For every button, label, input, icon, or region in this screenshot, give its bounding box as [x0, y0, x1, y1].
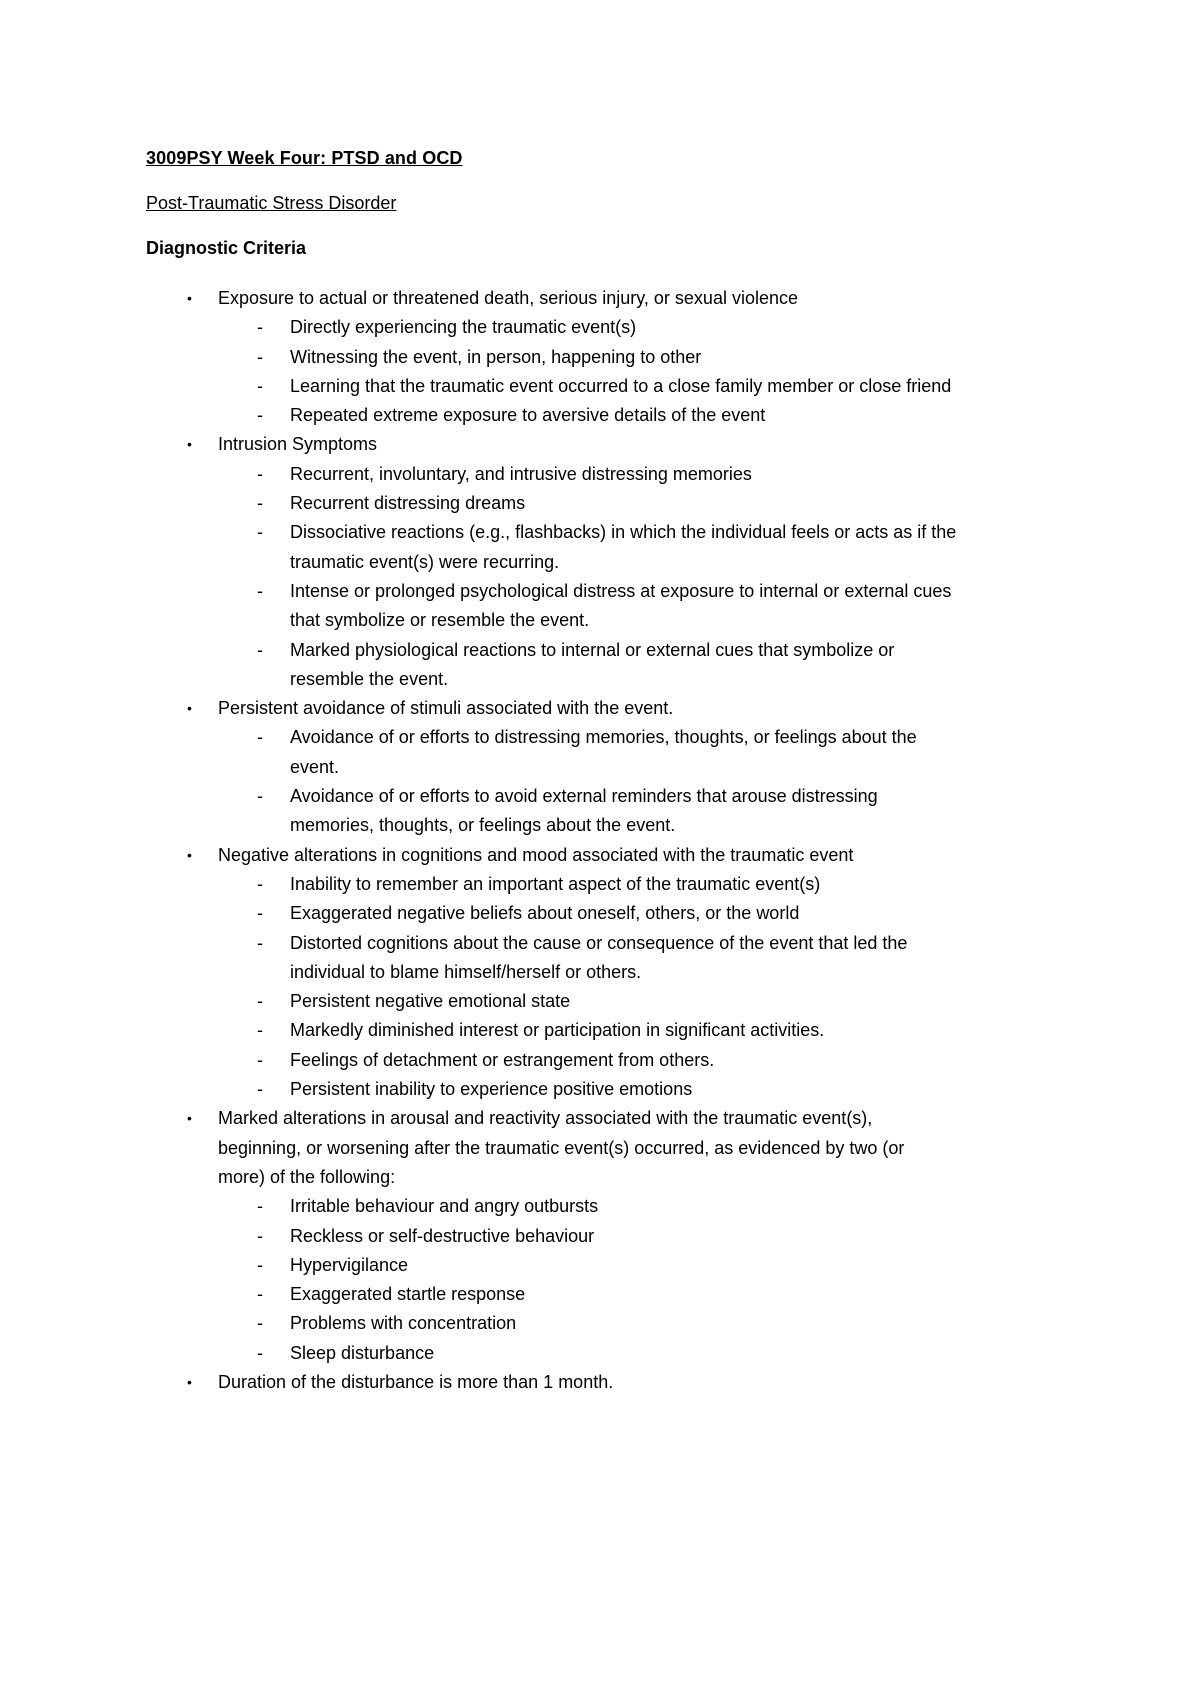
- criterion-text: Persistent avoidance of stimuli associated with the event.: [218, 698, 674, 719]
- sub-criterion-item: [0, 1192, 1200, 1221]
- dash-icon: -: [257, 1342, 263, 1363]
- sub-criterion-item: [0, 782, 1200, 811]
- sub-criterion-text: Exaggerated negative beliefs about oneself, others, or the world: [290, 903, 800, 924]
- sub-criterion-text: resemble the event.: [290, 668, 449, 689]
- sub-criterion-text: Sleep disturbance: [290, 1342, 435, 1363]
- dash-icon: -: [257, 463, 263, 484]
- sub-criterion-text: Markedly diminished interest or participation in significant activities.: [290, 1020, 825, 1041]
- sub-criterion-text: Recurrent, involuntary, and intrusive distressing memories: [290, 463, 752, 484]
- sub-criterion-continuation: [0, 548, 1200, 577]
- sub-criterion-continuation: [0, 665, 1200, 694]
- dash-icon: -: [257, 1196, 263, 1217]
- sub-criterion-item: [0, 1309, 1200, 1338]
- sub-criterion-item: [0, 489, 1200, 518]
- bullet-icon: •: [187, 846, 192, 863]
- sub-criterion-item: [0, 987, 1200, 1016]
- sub-criterion-text: traumatic event(s) were recurring.: [290, 551, 560, 572]
- sub-criterion-item: [0, 1280, 1200, 1309]
- dash-icon: -: [257, 493, 263, 514]
- sub-criterion-item: [0, 870, 1200, 899]
- dash-icon: -: [257, 405, 263, 426]
- sub-criterion-text: Inability to remember an important aspect of the traumatic event(s): [290, 873, 821, 894]
- dash-icon: -: [257, 727, 263, 748]
- document-title: 3009PSY Week Four: PTSD and OCD: [146, 148, 463, 168]
- dash-icon: -: [257, 1079, 263, 1100]
- dash-icon: -: [257, 1313, 263, 1334]
- sub-criterion-item: [0, 929, 1200, 958]
- sub-criterion-item: [0, 343, 1200, 372]
- sub-criterion-text: Problems with concentration: [290, 1313, 517, 1334]
- dash-icon: -: [257, 1020, 263, 1041]
- criterion-item: [0, 1104, 1200, 1133]
- criterion-item: [0, 1368, 1200, 1397]
- sub-criterion-text: Reckless or self-destructive behaviour: [290, 1225, 595, 1246]
- dash-icon: -: [257, 903, 263, 924]
- diagnostic-criteria-list: [0, 284, 1200, 1397]
- dash-icon: -: [257, 991, 263, 1012]
- dash-icon: -: [257, 1225, 263, 1246]
- criterion-text: Marked alterations in arousal and reactivity associated with the traumatic event(s),: [218, 1108, 873, 1129]
- sub-criterion-text: event.: [290, 756, 340, 777]
- dash-icon: -: [257, 1254, 263, 1275]
- dash-icon: -: [257, 639, 263, 660]
- criterion-item: [0, 694, 1200, 723]
- criterion-text: beginning, or worsening after the traumatic event(s) occurred, as evidenced by two (or: [218, 1137, 905, 1158]
- sub-criterion-text: Directly experiencing the traumatic event(s): [290, 317, 637, 338]
- dash-icon: -: [257, 375, 263, 396]
- sub-criterion-text: Witnessing the event, in person, happening to other: [290, 346, 702, 367]
- sub-criterion-text: individual to blame himself/herself or others.: [290, 961, 642, 982]
- criterion-item-continuation: [0, 1163, 1200, 1192]
- sub-criterion-text: Feelings of detachment or estrangement from others.: [290, 1049, 715, 1070]
- sub-criterion-text: Repeated extreme exposure to aversive details of the event: [290, 405, 766, 426]
- sub-criterion-item: [0, 1075, 1200, 1104]
- dash-icon: -: [257, 580, 263, 601]
- sub-criterion-item: [0, 313, 1200, 342]
- bullet-icon: •: [187, 290, 192, 306]
- criterion-text: Duration of the disturbance is more than 1 month.: [218, 1371, 614, 1392]
- sub-criterion-item: [0, 1222, 1200, 1251]
- dash-icon: -: [257, 873, 263, 894]
- sub-criterion-text: Marked physiological reactions to internal or external cues that symbolize or: [290, 639, 895, 660]
- criterion-item: [0, 430, 1200, 459]
- sub-criterion-text: Persistent negative emotional state: [290, 991, 571, 1012]
- sub-criterion-text: Dissociative reactions (e.g., flashbacks) in which the individual feels or acts as if the: [290, 522, 957, 543]
- sub-criterion-item: [0, 899, 1200, 928]
- document-subtitle: Post-Traumatic Stress Disorder: [146, 193, 397, 213]
- sub-criterion-item: [0, 577, 1200, 606]
- sub-criterion-item: [0, 1251, 1200, 1280]
- criterion-text: more) of the following:: [218, 1166, 396, 1187]
- sub-criterion-text: Recurrent distressing dreams: [290, 493, 526, 514]
- sub-criterion-text: Persistent inability to experience positive emotions: [290, 1079, 693, 1100]
- sub-criterion-text: Hypervigilance: [290, 1254, 409, 1275]
- dash-icon: -: [257, 522, 263, 543]
- sub-criterion-item: [0, 723, 1200, 752]
- dash-icon: -: [257, 1049, 263, 1070]
- bullet-icon: •: [187, 1110, 192, 1127]
- sub-criterion-text: Irritable behaviour and angry outbursts: [290, 1196, 599, 1217]
- dash-icon: -: [257, 1284, 263, 1305]
- sub-criterion-text: Exaggerated startle response: [290, 1284, 526, 1305]
- sub-criterion-item: [0, 1016, 1200, 1045]
- sub-criterion-text: Learning that the traumatic event occurred to a close family member or close friend: [290, 375, 952, 396]
- sub-criterion-item: [0, 518, 1200, 547]
- criterion-item: [0, 284, 1200, 313]
- sub-criterion-item: [0, 372, 1200, 401]
- criterion-text: Intrusion Symptoms: [218, 434, 378, 455]
- sub-criterion-text: Intense or prolonged psychological distress at exposure to internal or external cues: [290, 580, 952, 601]
- sub-criterion-continuation: [0, 958, 1200, 987]
- sub-criterion-continuation: [0, 811, 1200, 840]
- sub-criterion-text: Avoidance of or efforts to avoid external reminders that arouse distressing: [290, 786, 878, 807]
- sub-criterion-text: Avoidance of or efforts to distressing memories, thoughts, or feelings about the: [290, 727, 917, 748]
- sub-criterion-item: [0, 460, 1200, 489]
- sub-criterion-item: [0, 1339, 1200, 1368]
- criterion-item-continuation: [0, 1134, 1200, 1163]
- criterion-text: Exposure to actual or threatened death, serious injury, or sexual violence: [218, 288, 798, 308]
- sub-criterion-continuation: [0, 753, 1200, 782]
- sub-criterion-text: that symbolize or resemble the event.: [290, 610, 590, 631]
- sub-criterion-item: [0, 636, 1200, 665]
- dash-icon: -: [257, 786, 263, 807]
- bullet-icon: •: [187, 436, 192, 453]
- bullet-icon: •: [187, 700, 192, 717]
- sub-criterion-text: memories, thoughts, or feelings about the event.: [290, 815, 676, 836]
- sub-criterion-continuation: [0, 606, 1200, 635]
- dash-icon: -: [257, 317, 263, 338]
- sub-criterion-item: [0, 401, 1200, 430]
- dash-icon: -: [257, 346, 263, 367]
- criterion-item: [0, 841, 1200, 870]
- section-heading: Diagnostic Criteria: [146, 238, 307, 258]
- sub-criterion-item: [0, 1046, 1200, 1075]
- sub-criterion-text: Distorted cognitions about the cause or consequence of the event that led the: [290, 932, 908, 953]
- criterion-text: Negative alterations in cognitions and mood associated with the traumatic event: [218, 844, 854, 865]
- dash-icon: -: [257, 932, 263, 953]
- bullet-icon: •: [187, 1373, 192, 1390]
